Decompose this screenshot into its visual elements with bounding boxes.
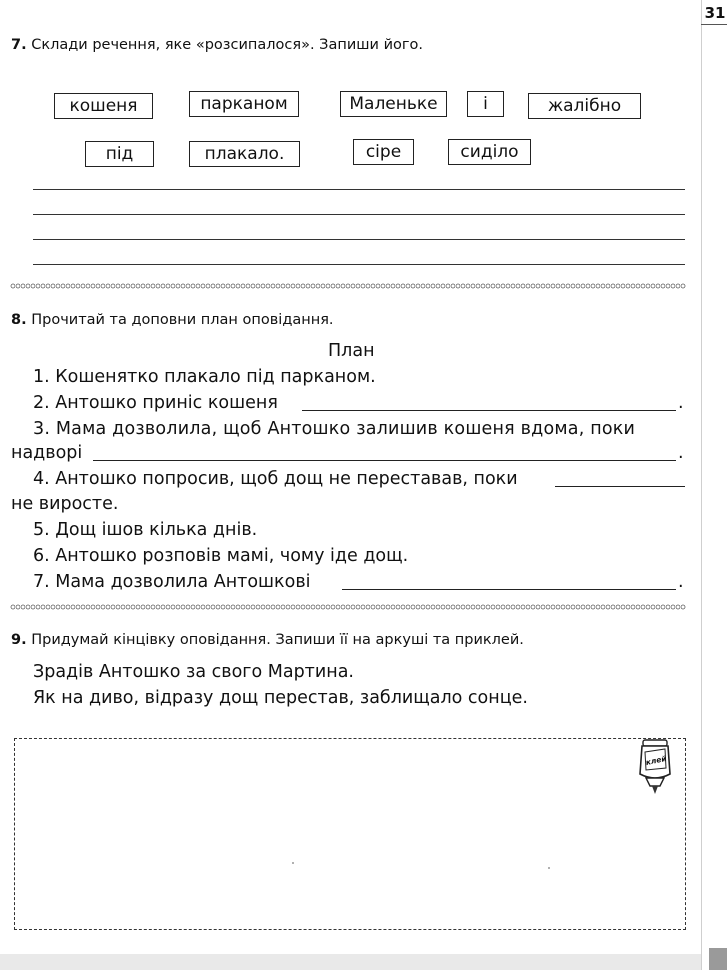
word-card: жалібно — [528, 93, 641, 119]
plan-item: 1. Кошенятко плакало під парканом. — [33, 367, 376, 387]
page-number-rule — [701, 24, 727, 25]
plan-item: 7. Мама дозволила Антошкові — [33, 572, 311, 592]
writing-line[interactable] — [33, 264, 685, 265]
answer-blank[interactable] — [555, 486, 685, 487]
paper-speck — [548, 867, 550, 869]
word-card: під — [85, 141, 154, 167]
writing-line[interactable] — [33, 214, 685, 215]
task9-heading — [11, 632, 524, 648]
task8-instruction: Прочитай та доповни план оповідання. — [31, 312, 334, 328]
period: . — [678, 393, 684, 413]
task7-number: 7. — [11, 37, 27, 53]
plan-item-continuation: не виросте. — [11, 494, 119, 514]
plan-item: 2. Антошко приніс кошеня — [33, 393, 278, 413]
period: . — [678, 443, 684, 463]
glue-icon — [634, 738, 676, 798]
word-card: і — [467, 91, 504, 117]
section-divider — [10, 604, 686, 610]
task8-number: 8. — [11, 312, 27, 328]
answer-blank[interactable] — [93, 460, 676, 461]
answer-blank[interactable] — [302, 410, 676, 411]
writing-line[interactable] — [33, 239, 685, 240]
plan-item: 4. Антошко попросив, щоб дощ не переставав, поки — [33, 469, 518, 489]
task9-number: 9. — [11, 632, 27, 648]
story-line: Зрадів Антошко за свого Мартина. — [33, 662, 354, 682]
task8-heading — [11, 312, 334, 328]
writing-line[interactable] — [33, 189, 685, 190]
page-edge — [701, 0, 727, 970]
page-corner-tab — [709, 948, 727, 970]
word-card: парканом — [189, 91, 299, 117]
plan-item-continuation: надворі — [11, 443, 83, 463]
period: . — [678, 572, 684, 592]
glue-area[interactable] — [14, 738, 686, 930]
word-card: Маленьке — [340, 91, 447, 117]
story-line: Як на диво, відразу дощ перестав, заблищало сонце. — [33, 688, 528, 708]
plan-title: План — [328, 341, 375, 361]
task7-instruction: Склади речення, яке «розсипалося». Запиши його. — [31, 37, 423, 53]
answer-blank[interactable] — [342, 589, 676, 590]
task7-heading — [11, 37, 423, 53]
glue-label: клей — [644, 753, 668, 768]
page-bottom-edge — [0, 954, 701, 970]
plan-item: 5. Дощ ішов кілька днів. — [33, 520, 258, 540]
word-card: плакало. — [189, 141, 300, 167]
plan-item: 3. Мама дозволила, щоб Антошко залишив кошеня вдома, поки — [33, 419, 636, 439]
task9-instruction: Придумай кінцівку оповідання. Запиши її на аркуші та приклей. — [31, 632, 524, 648]
word-card: сиділо — [448, 139, 531, 165]
page-number: 31 — [704, 4, 726, 22]
word-card: сіре — [353, 139, 414, 165]
word-card: кошеня — [54, 93, 153, 119]
paper-speck — [292, 862, 294, 864]
section-divider — [10, 283, 686, 289]
plan-item: 6. Антошко розповів мамі, чому іде дощ. — [33, 546, 409, 566]
